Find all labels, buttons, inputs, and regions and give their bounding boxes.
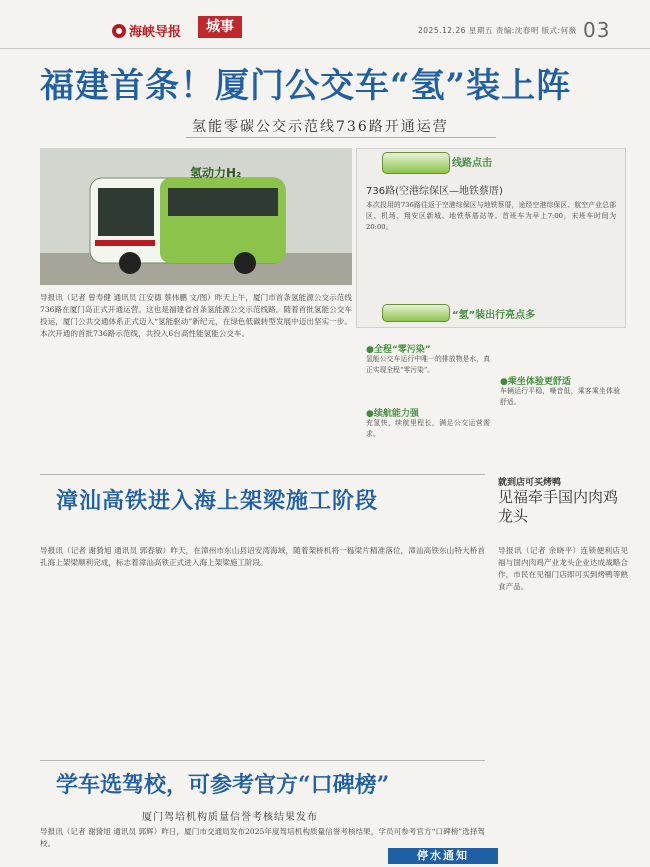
route-tag: 线路点击 xyxy=(452,158,492,169)
story-kicker-duck: 就到店可买烤鸭 xyxy=(498,478,562,488)
story-body-duck: 导报讯（记者 余晓平）连锁便利店见福与国内肉鸡产业龙头企业达成战略合作，市民在见福门店即可买到烤鸭等熟食产品。 xyxy=(498,546,628,591)
route-title: 736路(空港综保区—地铁蔡厝) xyxy=(366,186,503,197)
story-headline-driving-school: 学车选驾校，可参考官方“口碑榜” xyxy=(56,772,390,798)
feature-tag: “氢”装出行亮点多 xyxy=(452,310,536,321)
bullet-zero-pollution: ●全程“零污染” xyxy=(366,345,431,355)
story-body-driving-school: 导报讯（记者 谢猗旭 通讯员 郭辉）昨日，厦门市交通局发布2025年度驾培机构质量信誉考核结果，学员可参考官方“口碑榜”选择驾校。 xyxy=(40,827,485,848)
story-body-high-speed-rail: 导报讯（记者 谢猗旭 通讯员 郭春敏）昨天，在漳州市东山县诏安湾海域，随着架桥机将一榀梁片精准落位，漳汕高铁东山特大桥首孔海上架梁顺利完成，标志着漳汕高铁正式进入海上架梁施工阶段。 xyxy=(40,546,485,567)
lead-body: 导报讯（记者 曾寿健 通讯员 江安德 蔡伟鹏 文/图）昨天上午，厦门市首条氢能源公交示范线736路在厦门岛正式开通运营。这也是福建省首条氢能源公交示范线路。随着首批氢能公交车投运，厦门公共交通体系正式迈入“氢能驱动”新纪元，在绿色低碳转型发展中迈出坚实一步。本次开通的首批736路示范线，共投入6台高性能氢能公交车。 xyxy=(40,293,352,338)
bus-icon xyxy=(382,152,450,174)
story-headline-duck: 见福牵手国内肉鸡龙头 xyxy=(498,488,619,525)
page-header xyxy=(0,0,650,49)
bullet-zero-pollution-body: 氢能公交车运行中唯一的排放物是水，真正实现全程“零污染”。 xyxy=(366,355,490,374)
lead-subheadline: 氢能零碳公交示范线736路开通运营 xyxy=(192,119,449,135)
page-number: 03 xyxy=(583,18,611,42)
bus-photo xyxy=(40,148,352,285)
route-body: 本次投用的736路往返于空港综保区与地铁蔡厝，途经空港综保区、航空产业总部区、机场、翔安区新城、地铁蔡厝站等。首班车为早上7:00，末班车时间为20:00。 xyxy=(366,201,616,231)
subhead-rule xyxy=(186,137,496,138)
section-divider xyxy=(40,474,485,475)
logo-mark-icon xyxy=(112,24,126,38)
bullet-range: ●续航能力强 xyxy=(366,409,419,419)
story-subheadline-driving-school: 厦门驾培机构质量信誉考核结果发布 xyxy=(142,812,318,823)
story-headline-high-speed-rail: 漳汕高铁进入海上架梁施工阶段 xyxy=(56,488,379,514)
notice-banner: 停水通知 xyxy=(388,848,498,864)
bullet-comfort-body: 车辆运行平稳，噪音低，乘客乘坐体验舒适。 xyxy=(500,387,620,406)
masthead-logo xyxy=(112,21,181,40)
bullet-range-body: 充氢快，续航里程长，满足公交运营需求。 xyxy=(366,419,490,438)
section-tag: 城事 xyxy=(198,16,242,38)
date-line: 2025.12.26 星期五 责编:沈春明 版式:何薇 xyxy=(418,26,577,35)
bus-icon xyxy=(382,304,450,322)
lead-headline: 福建首条！厦门公交车“氢”装上阵 xyxy=(40,66,572,106)
section-divider xyxy=(40,760,485,761)
bus-side-text: 氢动力H₂ xyxy=(190,166,242,180)
bullet-comfort: ●乘坐体验更舒适 xyxy=(500,377,571,387)
logo-text: 海峡导报 xyxy=(129,25,182,40)
